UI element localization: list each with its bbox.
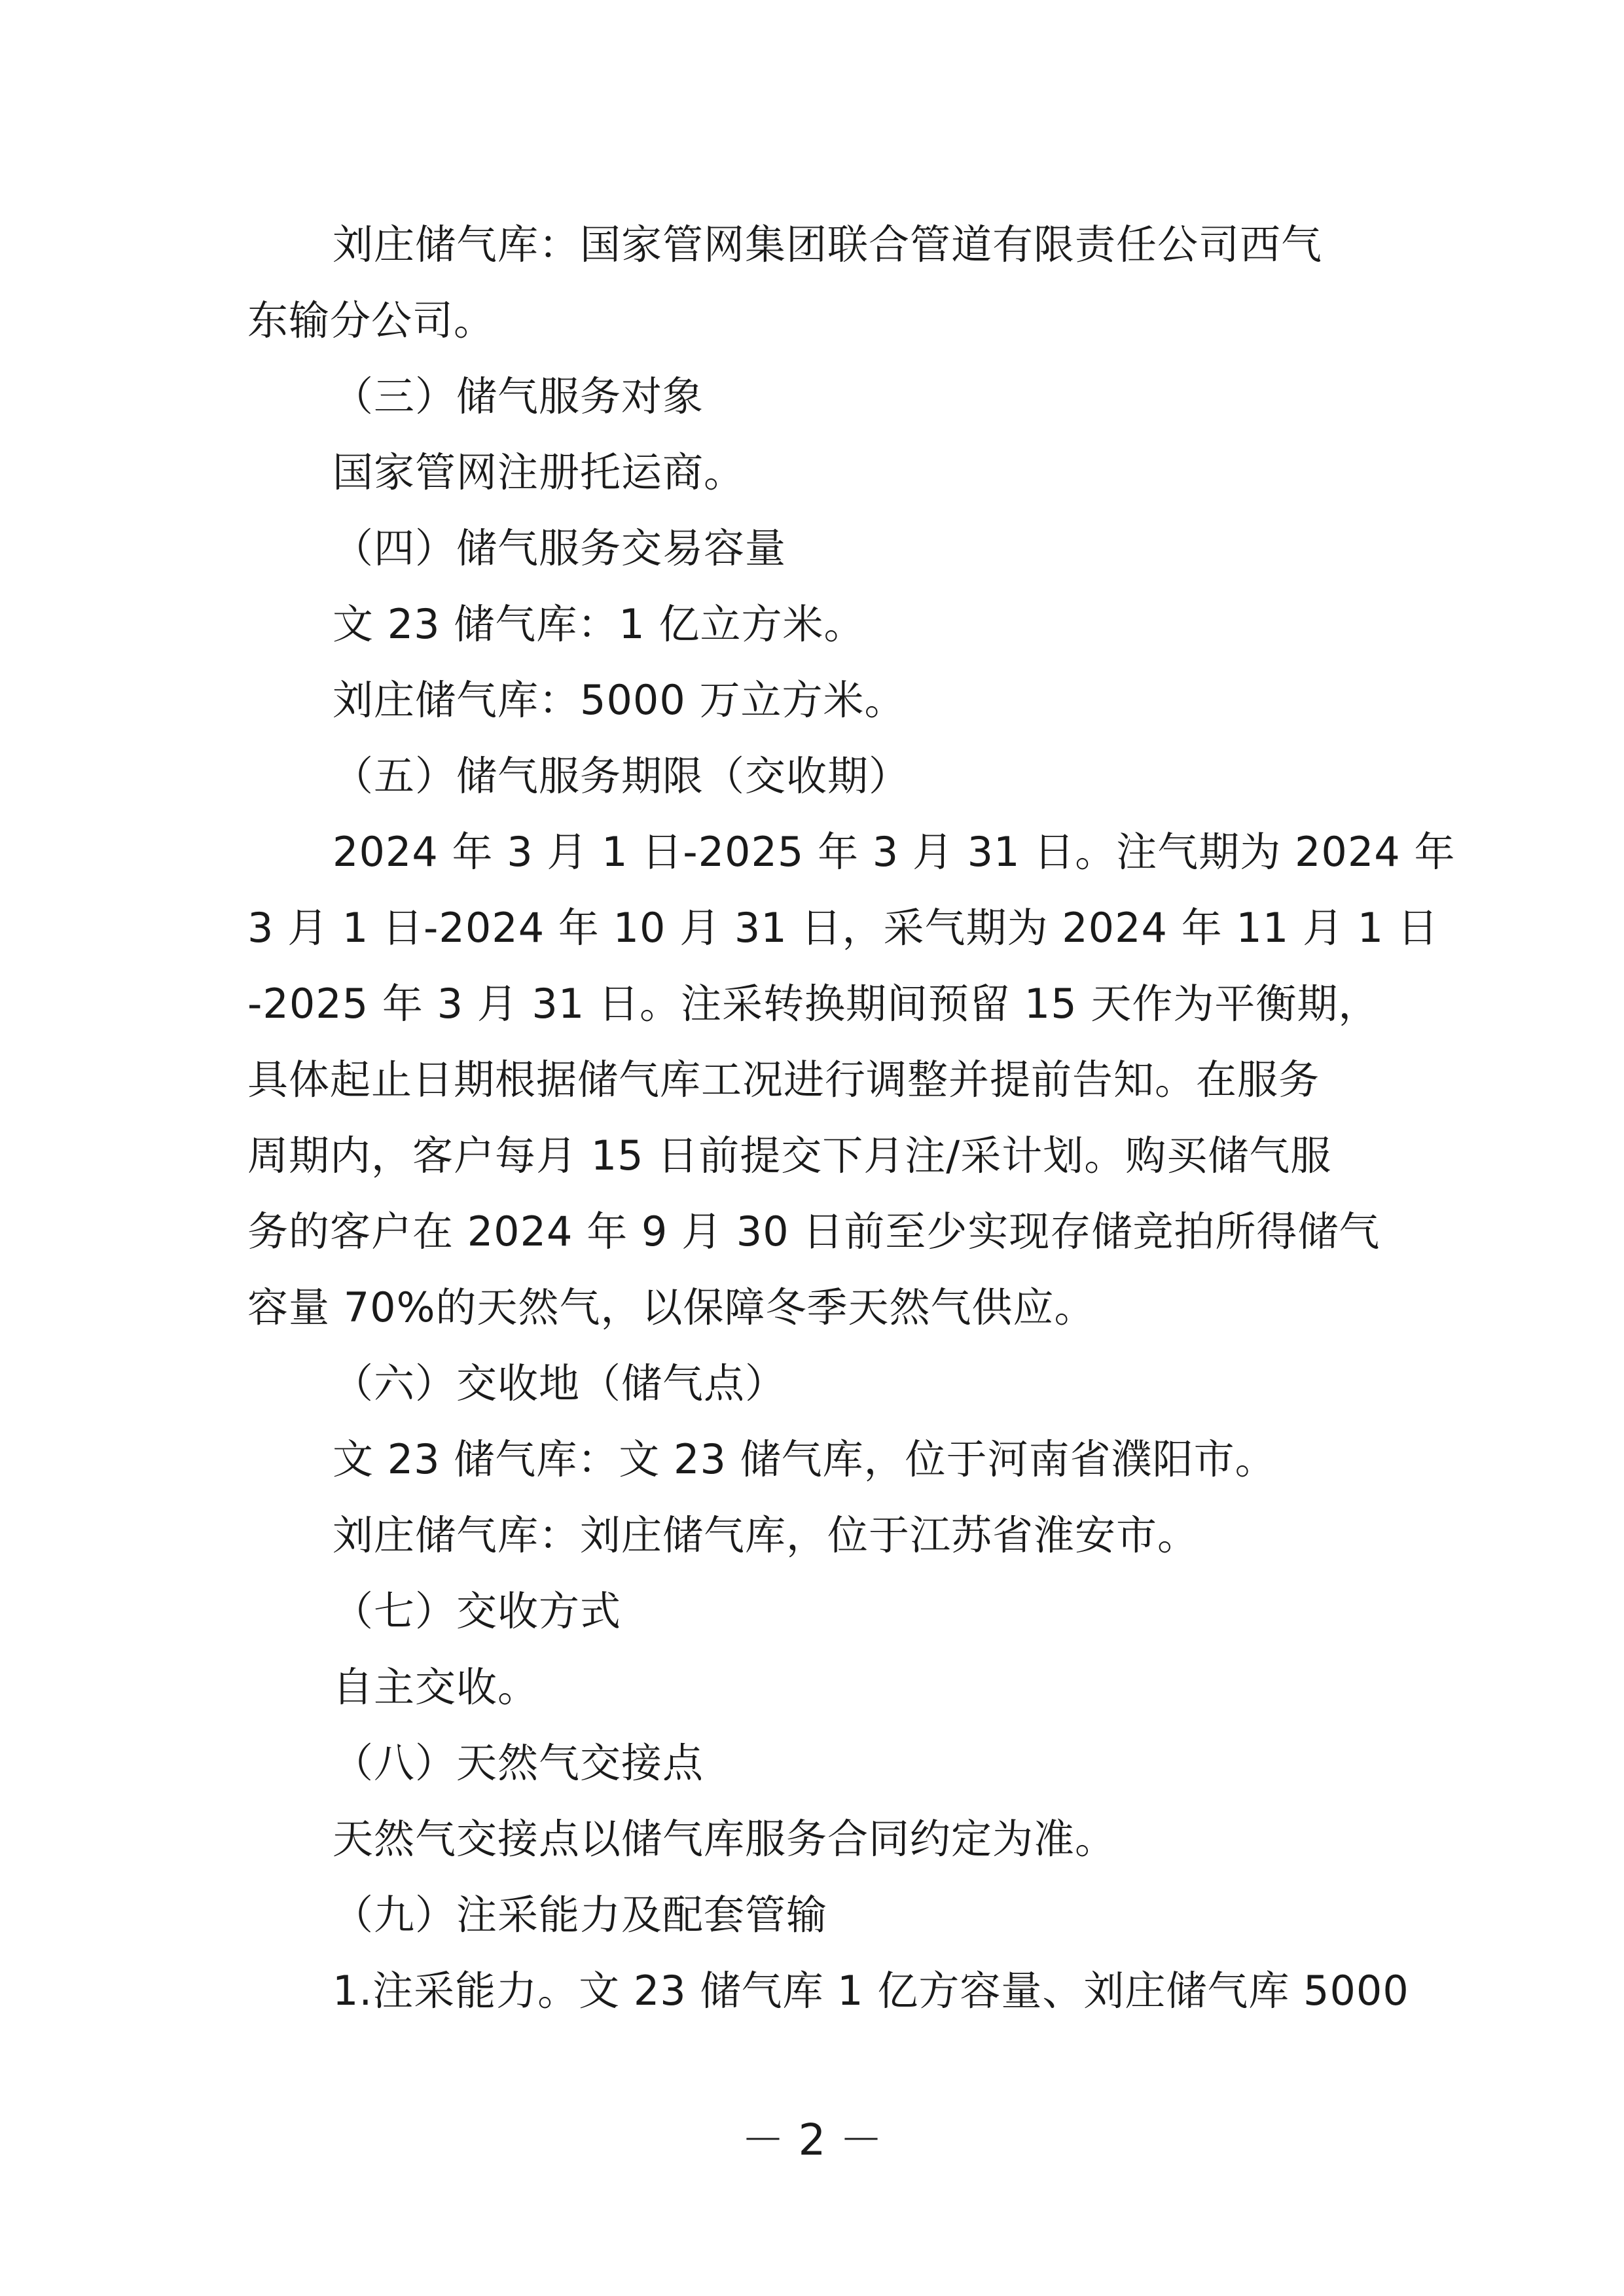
paragraph-line: 容量 70%的天然气，以保障冬季天然气供应。 [247,1283,1096,1331]
paragraph-line: 周期内，客户每月 15 日前提交下月注/采计划。购买储气服 [247,1132,1332,1179]
paragraph-line: 2024 年 3 月 1 日-2025 年 3 月 31 日。注气期为 2024 年 [333,828,1456,876]
section-heading: （八）天然气交接点 [333,1739,704,1787]
section-heading: （九）注采能力及配套管输 [333,1891,828,1939]
paragraph-line: 刘庄储气库：5000 万立方米。 [333,676,906,724]
paragraph-line: 1.注采能力。文 23 储气库 1 亿方容量、刘庄储气库 5000 [333,1967,1409,2015]
paragraph-line: 国家管网注册托运商。 [333,448,746,496]
section-heading: （七）交收方式 [333,1587,622,1635]
paragraph-line: -2025 年 3 月 31 日。注采转换期间预留 15 天作为平衡期， [247,980,1380,1028]
section-heading: （五）储气服务期限（交收期） [333,752,911,800]
section-heading: （六）交收地（储气点） [333,1359,787,1407]
paragraph-line: 东输分公司。 [247,296,496,344]
paragraph-line: 刘庄储气库：刘庄储气库，位于江苏省淮安市。 [333,1511,1199,1559]
section-heading: （三）储气服务对象 [333,372,704,420]
paragraph-line: 自主交收。 [333,1663,539,1711]
paragraph-line: 文 23 储气库：文 23 储气库，位于河南省濮阳市。 [333,1435,1276,1483]
section-heading: （四）储气服务交易容量 [333,524,787,572]
paragraph-line: 务的客户在 2024 年 9 月 30 日前至少实现存储竞拍所得储气 [247,1208,1380,1255]
paragraph-line: 天然气交接点以储气库服务合同约定为准。 [333,1815,1117,1863]
paragraph-line: 文 23 储气库：1 亿立方米。 [333,600,865,648]
paragraph-line: 具体起止日期根据储气库工况进行调整并提前告知。在服务 [247,1056,1320,1103]
page-number: － 2 － [741,2115,883,2165]
paragraph-line: 刘庄储气库：国家管网集团联合管道有限责任公司西气 [333,221,1323,268]
paragraph-line: 3 月 1 日-2024 年 10 月 31 日，采气期为 2024 年 11 月 1 日 [247,904,1439,952]
